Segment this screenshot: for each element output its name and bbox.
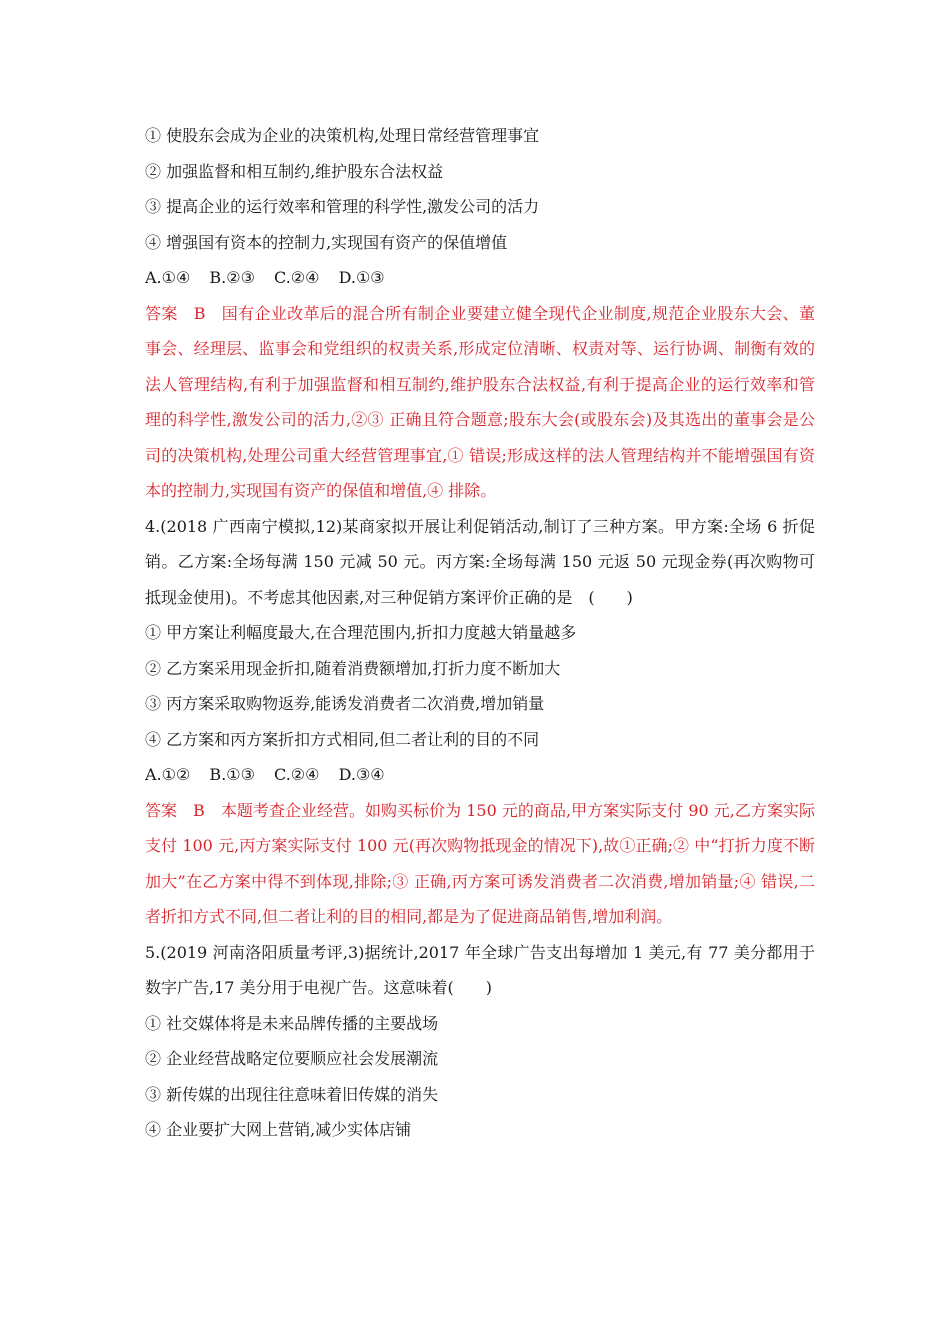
q4-choice-b: B.①③ — [209, 765, 255, 784]
q5-option-list — [145, 1006, 815, 1148]
q5-option-1: ① 社交媒体将是未来品牌传播的主要战场 — [145, 1013, 439, 1033]
q4-choice-d: D.③④ — [338, 765, 385, 784]
q4-answer — [145, 793, 815, 935]
q3-option-1: ① 使股东会成为企业的决策机构,处理日常经营管理事宜 — [145, 126, 540, 145]
q3-answer-explanation: 国有企业改革后的混合所有制企业要建立健全现代企业制度,规范企业股东大会、董事会、经理层、监事会和党组织的权责关系,形成定位清晰、权责对等、运行协调、制衡有效的法人管理结构,有利于加强监督和相互制约,维护股东合法权益,有利于提高企业的运行效率和管理的科学性,激发公司的活力,②③ 正确且符合题意;股东大会(或股东会)及其选出的董事会是公司的决策机构,处理公司重大经营管理事宜,① 错误;形成这样的法人管理结构并不能增强国有资本的控制力,实现国有资产的保值和增值,④ 排除。 — [145, 303, 815, 500]
q5-stem-text: 5.(2019 河南洛阳质量考评,3)据统计,2017 年全球广告支出每增加 1 美元,有 77 美分都用于数字广告,17 美分用于电视广告。这意味着( ) — [145, 942, 815, 997]
q3-choice-a: A.①④ — [145, 268, 191, 287]
document-page — [145, 118, 815, 1148]
q5-stem — [145, 935, 815, 1006]
q3-choice-d: D.①③ — [338, 268, 385, 287]
q3-answer-letter: B — [193, 303, 206, 323]
q4-option-list — [145, 615, 815, 757]
q4-choice-c: C.②④ — [274, 765, 320, 784]
q4-answer-explanation: 本题考查企业经营。如购买标价为 150 元的商品,甲方案实际支付 90 元,乙方案实际支付 100 元,丙方案实际支付 100 元(再次购物抵现金的情况下),故①正确;② 中“打折力度不断加大”在乙方案中得不到体现,排除;③ 正确,丙方案可诱发消费者二次消费,增加销量;④ 错误,二者折扣方式不同,但二者让利的目的相同,都是为了促进商品销售,增加利润。 — [145, 800, 815, 926]
q5-option-4: ④ 企业要扩大网上营销,减少实体店铺 — [145, 1120, 412, 1139]
q4-option-3: ③ 丙方案采取购物返券,能诱发消费者二次消费,增加销量 — [145, 694, 545, 713]
q5-option-2: ② 企业经营战略定位要顺应社会发展潮流 — [145, 1049, 439, 1068]
q3-option-3: ③ 提高企业的运行效率和管理的科学性,激发公司的活力 — [145, 197, 540, 216]
q3-answer — [145, 296, 815, 509]
q3-answer-label: 答案 — [145, 303, 178, 323]
q4-option-4: ④ 乙方案和丙方案折扣方式相同,但二者让利的目的不同 — [145, 729, 540, 749]
q4-choices — [145, 757, 815, 793]
q4-stem — [145, 509, 815, 616]
q4-answer-letter: B — [193, 800, 205, 820]
q4-answer-label: 答案 — [145, 800, 178, 820]
q4-stem-text: 4.(2018 广西南宁模拟,12)某商家拟开展让利促销活动,制订了三种方案。甲方案:全场 6 折促销。乙方案:全场每满 150 元减 50 元。丙方案:全场每满 150 元返 50 元现金券(再次购物可抵现金使用)。不考虑其他因素,对三种促销方案评价正确的是 ( ) — [145, 516, 815, 607]
q3-option-4: ④ 增强国有资本的控制力,实现国有资产的保值增值 — [145, 232, 508, 252]
q4-option-1: ① 甲方案让利幅度最大,在合理范围内,折扣力度越大销量越多 — [145, 623, 577, 642]
q3-choice-b: B.②③ — [209, 268, 255, 287]
q4-option-2: ② 乙方案采用现金折扣,随着消费额增加,打折力度不断加大 — [145, 658, 561, 678]
q3-option-list — [145, 118, 815, 260]
q4-choice-a: A.①② — [145, 765, 191, 784]
q5-option-3: ③ 新传媒的出现往往意味着旧传媒的消失 — [145, 1084, 439, 1104]
q3-option-2: ② 加强监督和相互制约,维护股东合法权益 — [145, 161, 444, 181]
q3-choices — [145, 260, 815, 296]
q3-choice-c: C.②④ — [274, 268, 320, 287]
